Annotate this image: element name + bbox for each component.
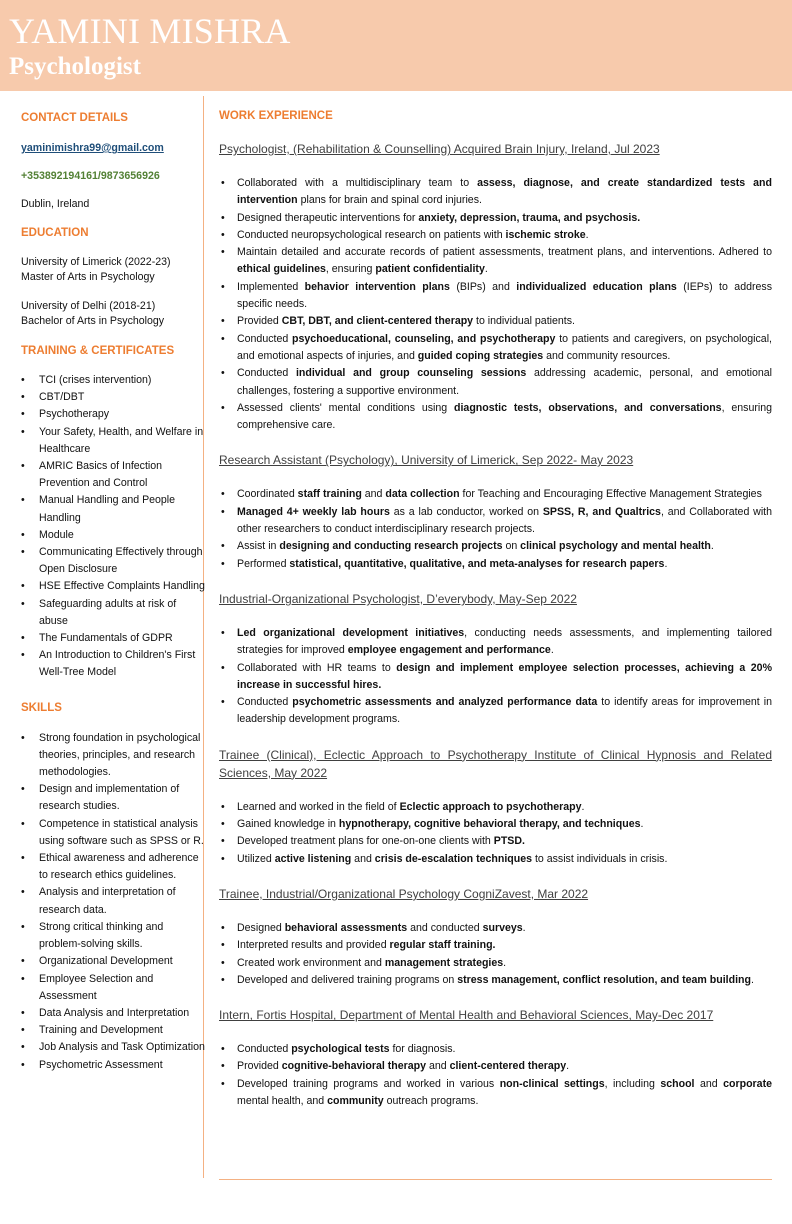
education-entry [21, 299, 205, 329]
job-title: Trainee, Industrial/Organizational Psychology CogniZavest, Mar 2022 [219, 886, 589, 901]
education-degree: Bachelor of Arts in Psychology [21, 315, 165, 327]
job-bullet: • Created work environment and management strategies. [219, 955, 772, 972]
training-item: • CBT/DBT [21, 389, 205, 406]
job-bullet: • Provided cognitive-behavioral therapy and client-centered therapy. [219, 1058, 772, 1075]
training-item: • TCI (crises intervention) [21, 372, 205, 389]
training-heading: TRAINING & CERTIFICATES [21, 345, 175, 357]
job-entry [219, 451, 772, 572]
job-bullet: • Learned and worked in the field of Eclectic approach to psychotherapy. [219, 799, 772, 816]
resume-header [0, 0, 792, 91]
training-item: • Your Safety, Health, and Welfare in Healthcare [21, 424, 205, 458]
job-entry [219, 1006, 772, 1110]
job-title: Intern, Fortis Hospital, Department of Mental Health and Behavioral Sciences, May-Dec 2017 [219, 1008, 714, 1023]
job-bullets [219, 920, 772, 989]
job-title: Psychologist, (Rehabilitation & Counselling) Acquired Brain Injury, Ireland, Jul 2023 [219, 142, 660, 156]
training-item: • Manual Handling and People Handling [21, 492, 205, 526]
job-bullet: • Provided CBT, DBT, and client-centered therapy to individual patients. [219, 313, 772, 330]
job-bullet: • Performed statistical, quantitative, qualitative, and meta-analyses for research papers. [219, 556, 772, 573]
skill-item: • Psychometric Assessment [21, 1057, 205, 1074]
job-bullets [219, 486, 772, 572]
job-bullets [219, 175, 772, 434]
job-bullets [219, 625, 772, 729]
skill-item: • Competence in statistical analysis using software such as SPSS or R. [21, 816, 205, 850]
location: Dublin, Ireland [21, 198, 90, 210]
skill-item: • Design and implementation of research studies. [21, 781, 205, 815]
job-bullet: • Coordinated staff training and data collection for Teaching and Encouraging Effective Management Strategies [219, 486, 772, 503]
education-heading: EDUCATION [21, 227, 89, 239]
job-bullet: • Collaborated with a multidisciplinary team to assess, diagnose, and create standardized tests and intervention plans for brain and spinal cord injuries. [219, 175, 772, 210]
job-entry [219, 140, 772, 434]
job-bullet: • Conducted psychoeducational, counseling, and psychotherapy to patients and caregivers, on psychological, and emotional aspects of injuries, and guided coping strategies and community resources. [219, 331, 772, 366]
training-item: • Safeguarding adults at risk of abuse [21, 596, 205, 630]
skill-item: • Employee Selection and Assessment [21, 971, 205, 1005]
education-school: University of Limerick (2022-23) [21, 256, 171, 268]
candidate-name: YAMINI MISHRA [9, 11, 291, 51]
job-bullet: • Gained knowledge in hypnotherapy, cognitive behavioral therapy, and techniques. [219, 816, 772, 833]
skill-item: • Training and Development [21, 1022, 205, 1039]
work-experience-heading: WORK EXPERIENCE [219, 110, 333, 122]
training-list [21, 372, 205, 682]
skills-heading: SKILLS [21, 701, 62, 714]
email-link[interactable]: yaminimishra99@gmail.com [21, 142, 164, 154]
training-item: • HSE Effective Complaints Handling [21, 578, 205, 595]
job-bullet: • Developed and delivered training programs on stress management, conflict resolution, and team building. [219, 972, 772, 989]
training-item: • AMRIC Basics of Infection Prevention and Control [21, 458, 205, 492]
skill-item: • Ethical awareness and adherence to research ethics guidelines. [21, 850, 205, 884]
job-title: Industrial-Organizational Psychologist, D’everybody, May-Sep 2022 [219, 591, 577, 606]
job-bullet: • Designed therapeutic interventions for anxiety, depression, trauma, and psychosis. [219, 210, 772, 227]
training-item: • Psychotherapy [21, 406, 205, 423]
job-entry [219, 885, 772, 989]
skill-item: • Job Analysis and Task Optimization [21, 1039, 205, 1056]
job-bullet: • Developed treatment plans for one-on-one clients with PTSD. [219, 833, 772, 850]
training-item: • The Fundamentals of GDPR [21, 630, 205, 647]
contact-heading: CONTACT DETAILS [21, 112, 128, 124]
job-bullet: • Implemented behavior intervention plans (BIPs) and individualized education plans (IEPs) to address specific needs. [219, 279, 772, 314]
job-title: Research Assistant (Psychology), University of Limerick, Sep 2022- May 2023 [219, 453, 634, 468]
training-item: • Communicating Effectively through Open Disclosure [21, 544, 205, 578]
job-bullets [219, 1041, 772, 1110]
skill-item: • Strong critical thinking and problem-solving skills. [21, 919, 205, 953]
skill-item: • Strong foundation in psychological theories, principles, and research methodologies. [21, 730, 205, 782]
job-bullet: • Maintain detailed and accurate records of patient assessments, treatment plans, and interventions. Adhered to ethical guidelines, ensuring patient confidentiality. [219, 244, 772, 279]
job-bullet: • Designed behavioral assessments and conducted surveys. [219, 920, 772, 937]
job-bullet: • Collaborated with HR teams to design and implement employee selection processes, achieving a 20% increase in successful hires. [219, 660, 772, 695]
education-entry [21, 255, 205, 285]
job-bullets [219, 799, 772, 868]
job-bullet: • Assist in designing and conducting research projects on clinical psychology and mental health. [219, 538, 772, 555]
job-bullet: • Conducted individual and group counseling sessions addressing academic, personal, and emotional challenges, fostering a supportive environment. [219, 365, 772, 400]
phone-number: +353892194161/9873656926 [21, 170, 160, 182]
job-bullet: • Conducted psychological tests for diagnosis. [219, 1041, 772, 1058]
education-school: University of Delhi (2018-21) [21, 300, 156, 312]
candidate-title: Psychologist [9, 53, 141, 80]
job-bullet: • Developed training programs and worked in various non-clinical settings, including school and corporate mental health, and community outreach programs. [219, 1076, 772, 1111]
education-degree: Master of Arts in Psychology [21, 271, 155, 283]
skills-list [21, 730, 205, 1074]
skill-item: • Organizational Development [21, 953, 205, 970]
right-column [219, 110, 772, 1110]
job-entry [219, 590, 772, 729]
job-bullet: • Utilized active listening and crisis de-escalation techniques to assist individuals in crisis. [219, 851, 772, 868]
job-bullet: • Managed 4+ weekly lab hours as a lab conductor, worked on SPSS, R, and Qualtrics, and Collaborated with other researchers to conduct interdisciplinary research projects. [219, 504, 772, 539]
training-item: • Module [21, 527, 205, 544]
job-entry [219, 746, 772, 868]
skill-item: • Data Analysis and Interpretation [21, 1005, 205, 1022]
job-bullet: • Assessed clients' mental conditions using diagnostic tests, observations, and conversations, ensuring comprehensive care. [219, 400, 772, 435]
job-bullet: • Interpreted results and provided regular staff training. [219, 937, 772, 954]
left-column [21, 110, 205, 1074]
skill-item: • Analysis and interpretation of research data. [21, 884, 205, 918]
job-bullet: • Conducted psychometric assessments and analyzed performance data to identify areas for improvement in leadership development programs. [219, 694, 772, 729]
training-item: • An Introduction to Children's First Well-Tree Model [21, 647, 205, 681]
bottom-rule [219, 1179, 772, 1180]
job-bullet: • Led organizational development initiatives, conducting needs assessments, and implementing tailored strategies for improved employee engagement and performance. [219, 625, 772, 660]
job-bullet: • Conducted neuropsychological research on patients with ischemic stroke. [219, 227, 772, 244]
job-title: Trainee (Clinical), Eclectic Approach to Psychotherapy Institute of Clinical Hypnosis and Related Sciences, May 2022 [219, 747, 772, 780]
